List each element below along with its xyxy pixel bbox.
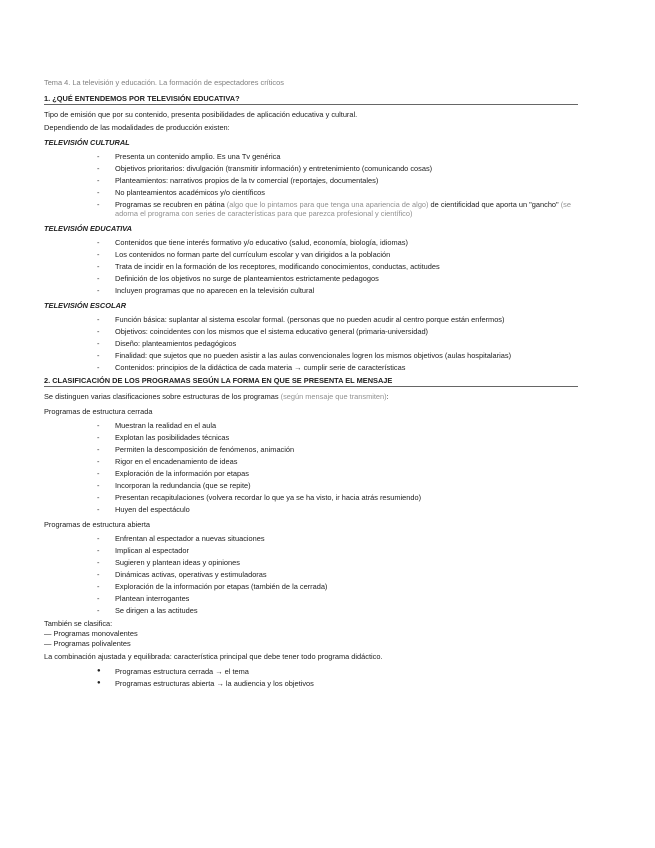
list-item: - Presenta un contenido amplio. Es una Tv genérica: [97, 152, 578, 161]
list-item: - Explotan las posibilidades técnicas: [97, 433, 578, 442]
list-item: - Incorporan la redundancia (que se repite): [97, 481, 578, 490]
estructura-abierta-list: [44, 534, 578, 615]
list-item: - Incluyen programas que no aparecen en la televisión cultural: [97, 286, 578, 295]
section-2-intro: [44, 392, 578, 401]
text-segment: de cientificidad que aporta un "gancho": [428, 200, 561, 209]
list-item: - Planteamientos: narrativos propios de la tv comercial (reportajes, documentales): [97, 176, 578, 185]
list-item: - Los contenidos no forman parte del currículum escolar y van dirigidos a la población: [97, 250, 578, 259]
list-item: - Plantean interrogantes: [97, 594, 578, 603]
list-item: - Se dirigen a las actitudes: [97, 606, 578, 615]
section-2-title: 2. CLASIFICACIÓN DE LOS PROGRAMAS SEGÚN LA FORMA EN QUE SE PRESENTA EL MENSAJE: [44, 376, 578, 387]
tv-cultural-list: [44, 152, 578, 218]
text-line: — Programas polivalentes: [44, 639, 131, 648]
list-item: ● Programas estructuras abierta → la audiencia y los objetivos: [97, 679, 578, 688]
tv-cultural-heading: TELEVISIÓN CULTURAL: [44, 138, 130, 147]
tv-educativa-list: [44, 238, 578, 295]
list-item: - Implican al espectador: [97, 546, 578, 555]
list-item: - Trata de incidir en la formación de los receptores, modificando conocimientos, conductas, actitudes: [97, 262, 578, 271]
list-item: - Exploración de la información por etapas (también de la cerrada): [97, 582, 578, 591]
list-item: - Sugieren y plantean ideas y opiniones: [97, 558, 578, 567]
list-item: - Contenidos que tiene interés formativo y/o educativo (salud, economía, biología, idiomas): [97, 238, 578, 247]
document-header: Tema 4. La televisión y educación. La formación de espectadores críticos: [44, 78, 284, 87]
list-item: - Presentan recapitulaciones (volvera recordar lo que ya se ha visto, ir hacia atrás resumiendo): [97, 493, 578, 502]
section-1-title: 1. ¿QUÉ ENTENDEMOS POR TELEVISIÓN EDUCATIVA?: [44, 94, 578, 105]
note-segment: (algo que lo pintamos para que tenga una apariencia de algo): [226, 200, 429, 209]
tambien-clasifica-block: [44, 619, 578, 648]
tv-educativa-heading: TELEVISIÓN EDUCATIVA: [44, 224, 133, 233]
list-item: - No planteamientos académicos y/o científicos: [97, 188, 578, 197]
list-item: - Contenidos: principios de la didáctica de cada materia → cumplir serie de características: [97, 363, 578, 372]
list-item: - Objetivos prioritarios: divulgación (transmitir información) y entretenimiento (comunicando cosas): [97, 164, 578, 173]
note-segment: (según mensaje que transmiten): [280, 392, 387, 401]
text-segment: Se distinguen varias clasificaciones sobre estructuras de los programas: [44, 392, 281, 401]
estructura-cerrada-heading: Programas de estructura cerrada: [44, 407, 153, 416]
list-item: - Objetivos: coincidentes con los mismos que el sistema educativo general (primaria-universidad): [97, 327, 578, 336]
tv-escolar-heading: TELEVISIÓN ESCOLAR: [44, 301, 127, 310]
note-segment: (se adorna el programa con series de características para que parezca profesional y científico): [115, 200, 571, 218]
estructura-abierta-heading: Programas de estructura abierta: [44, 520, 150, 529]
text-segment: Programas se recubren en pátina: [115, 200, 227, 209]
list-item: - Diseño: planteamientos pedagógicos: [97, 339, 578, 348]
section-1-intro-1: Tipo de emisión que por su contenido, presenta posibilidades de aplicación educativa y cultural.: [44, 110, 358, 119]
tv-escolar-list: [44, 315, 578, 372]
list-item: - Finalidad: que sujetos que no pueden asistir a las aulas convencionales logren los mismos objetivos (aulas hospitalarias): [97, 351, 578, 360]
list-item: - Exploración de la información por etapas: [97, 469, 578, 478]
list-item: - Dinámicas activas, operativas y estimuladoras: [97, 570, 578, 579]
combinacion-bullets: [44, 667, 578, 688]
list-item: [97, 200, 578, 218]
list-item: - Permiten la descomposición de fenómenos, animación: [97, 445, 578, 454]
text-segment: :: [386, 392, 389, 401]
list-item: - Enfrentan al espectador a nuevas situaciones: [97, 534, 578, 543]
list-item: - Definición de los objetivos no surge de planteamientos estrictamente pedagogos: [97, 274, 578, 283]
list-item: - Función básica: suplantar al sistema escolar formal. (personas que no pueden acudir al centro porque están enfermos): [97, 315, 578, 324]
list-item: - Rigor en el encadenamiento de ideas: [97, 457, 578, 466]
text-line: También se clasifica:: [44, 619, 113, 628]
list-item: - Muestran la realidad en el aula: [97, 421, 578, 430]
text-line: — Programas monovalentes: [44, 629, 138, 638]
section-1-intro-2: Dependiendo de las modalidades de producción existen:: [44, 123, 230, 132]
list-item: ● Programas estructura cerrada → el tema: [97, 667, 578, 676]
document-page: [44, 78, 578, 691]
combinacion-paragraph: La combinación ajustada y equilibrada: característica principal que debe tener todo programa didáctico.: [44, 652, 383, 661]
list-item: - Huyen del espectáculo: [97, 505, 578, 514]
estructura-cerrada-list: [44, 421, 578, 514]
